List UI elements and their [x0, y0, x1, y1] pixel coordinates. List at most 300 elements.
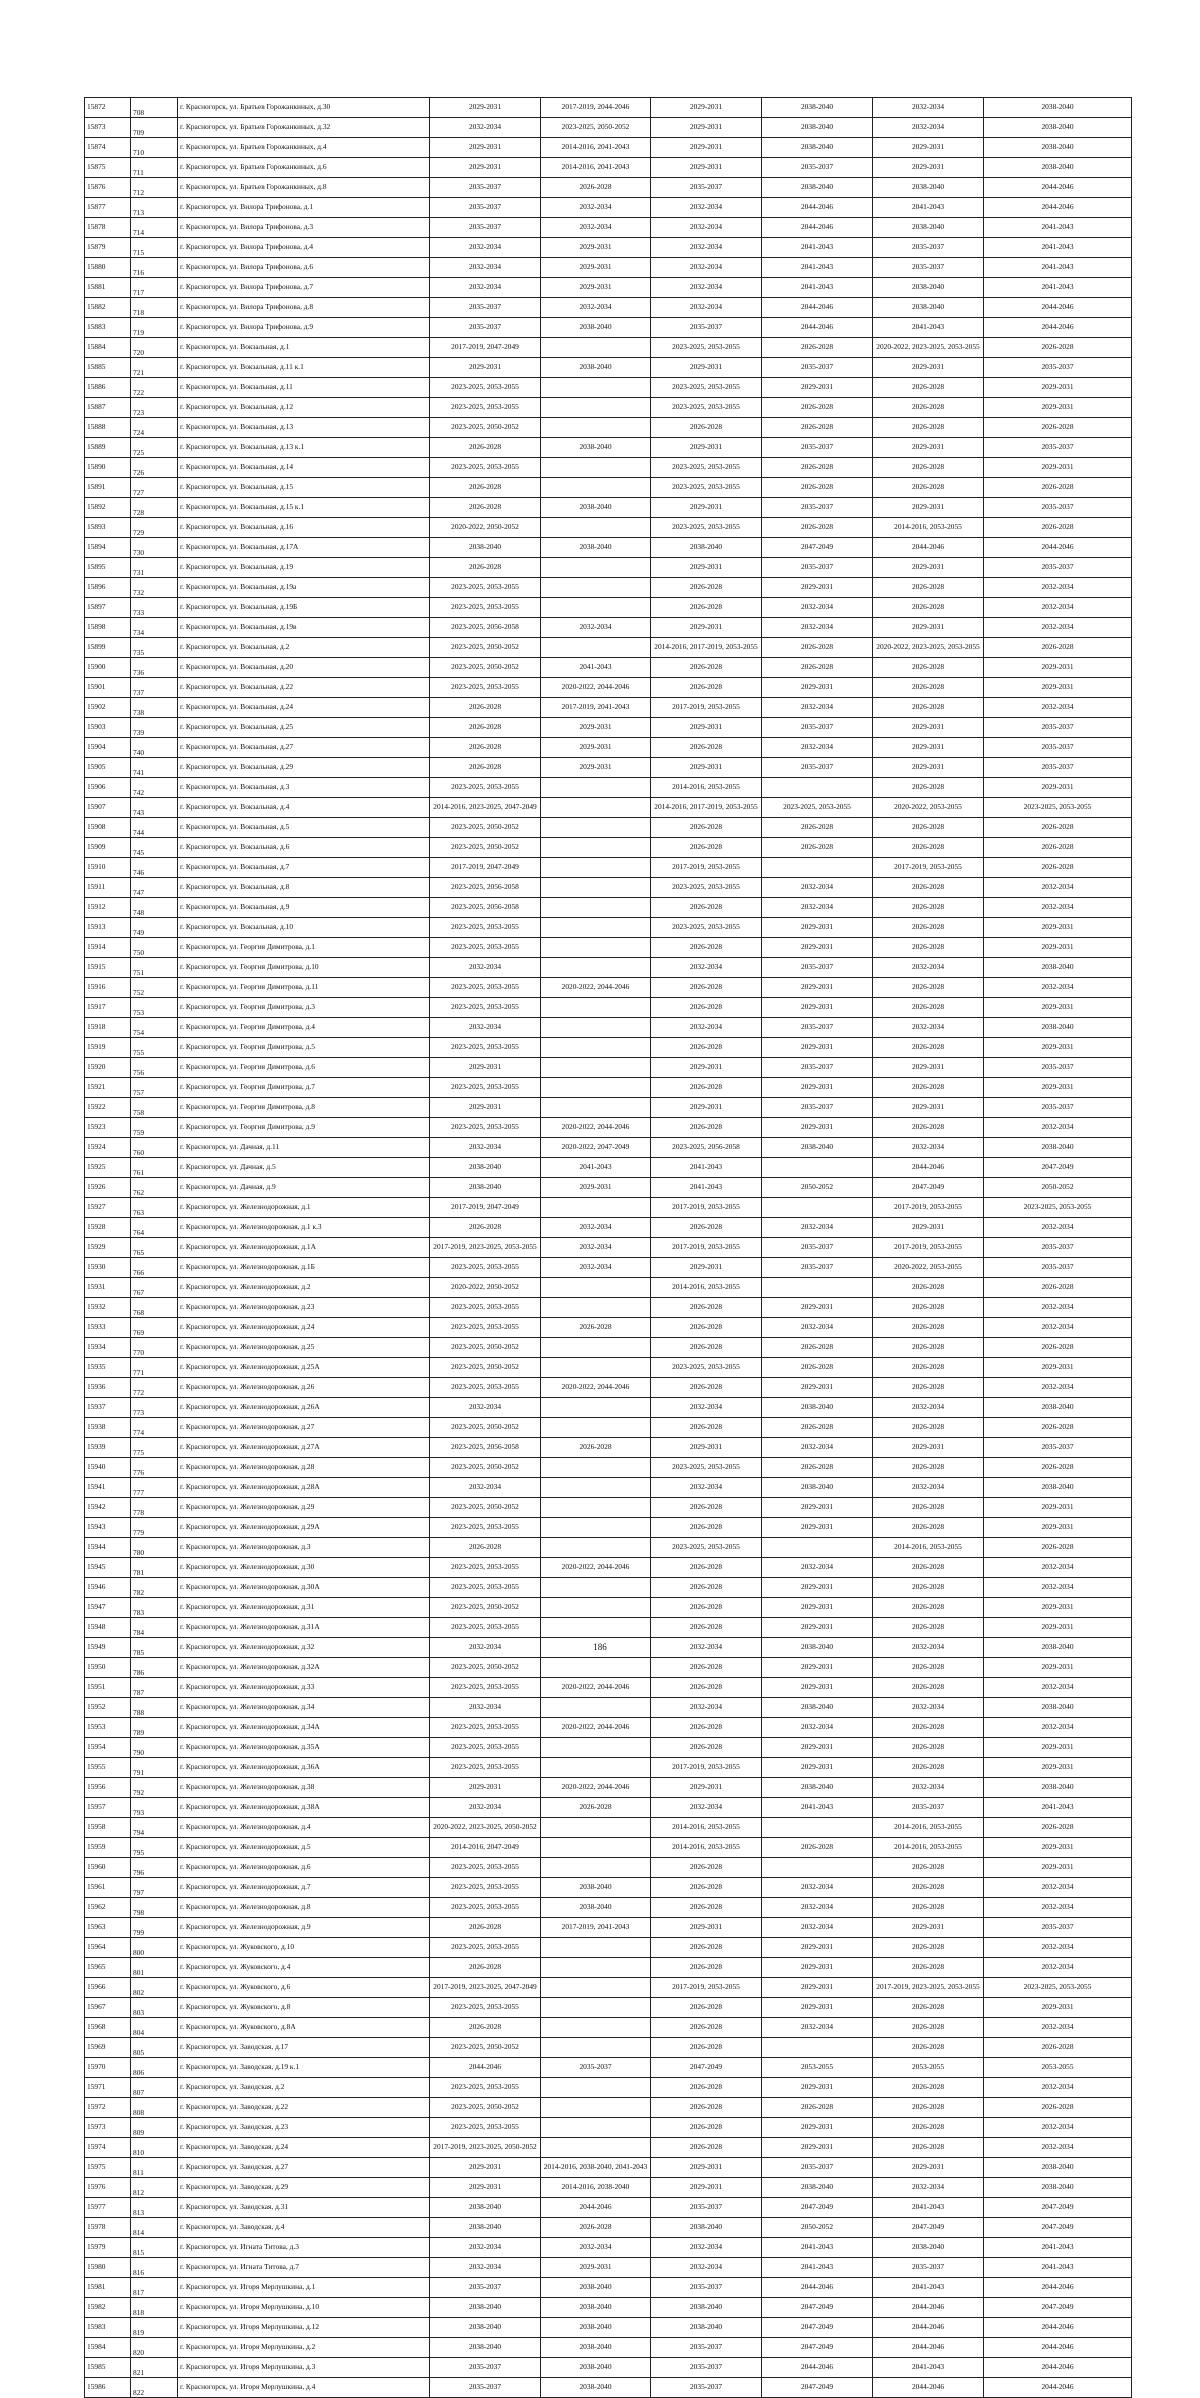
period-col-3: 2026-2028 [651, 1598, 762, 1618]
period-col-1: 2023-2025, 2056-2058 [430, 1438, 541, 1458]
period-col-5: 2026-2028 [873, 1418, 984, 1438]
period-col-5: 2014-2016, 2053-2055 [873, 1538, 984, 1558]
table-row [85, 2178, 1132, 2198]
period-col-1: 2026-2028 [430, 438, 541, 458]
list-number: 789 [131, 1718, 178, 1738]
period-col-4 [762, 1858, 873, 1878]
period-col-1: 2032-2034 [430, 2258, 541, 2278]
row-number: 15985 [85, 2358, 131, 2378]
period-col-4: 2032-2034 [762, 878, 873, 898]
period-col-6: 2032-2034 [984, 878, 1132, 898]
period-col-6: 2035-2037 [984, 1238, 1132, 1258]
period-col-2 [541, 1298, 651, 1318]
address-cell: г. Красногорск, ул. Георгия Димитрова, д.7 [178, 1078, 430, 1098]
table-row [85, 1578, 1132, 1598]
list-number: 761 [131, 1158, 178, 1178]
table-row [85, 1218, 1132, 1238]
address-cell: г. Красногорск, ул. Георгия Димитрова, д.3 [178, 998, 430, 1018]
list-number: 759 [131, 1118, 178, 1138]
table-row [85, 1258, 1132, 1278]
period-col-4: 2029-2031 [762, 1998, 873, 2018]
period-col-4: 2038-2040 [762, 178, 873, 198]
period-col-4: 2029-2031 [762, 1038, 873, 1058]
period-col-6: 2029-2031 [984, 678, 1132, 698]
row-number: 15885 [85, 358, 131, 378]
period-col-5: 2026-2028 [873, 398, 984, 418]
period-col-5: 2029-2031 [873, 558, 984, 578]
period-col-3: 2014-2016, 2053-2055 [651, 778, 762, 798]
period-col-1: 2038-2040 [430, 2298, 541, 2318]
period-col-1: 2032-2034 [430, 1398, 541, 1418]
period-col-6: 2032-2034 [984, 1378, 1132, 1398]
period-col-2 [541, 2078, 651, 2098]
row-number: 15902 [85, 698, 131, 718]
period-col-5: 2032-2034 [873, 98, 984, 118]
address-cell: г. Красногорск, ул. Георгия Димитрова, д.6 [178, 1058, 430, 1078]
period-col-4: 2029-2031 [762, 1078, 873, 1098]
row-number: 15958 [85, 1818, 131, 1838]
period-col-6: 2032-2034 [984, 2018, 1132, 2038]
list-number: 800 [131, 1938, 178, 1958]
row-number: 15882 [85, 298, 131, 318]
period-col-4: 2029-2031 [762, 998, 873, 1018]
address-cell: г. Красногорск, ул. Вокзальная, д.10 [178, 918, 430, 938]
period-col-1: 2038-2040 [430, 2338, 541, 2358]
period-col-1: 2035-2037 [430, 2378, 541, 2398]
period-col-1: 2017-2019, 2047-2049 [430, 338, 541, 358]
period-col-5: 2047-2049 [873, 2218, 984, 2238]
period-col-3: 2029-2031 [651, 1058, 762, 1078]
period-col-1: 2023-2025, 2053-2055 [430, 1998, 541, 2018]
address-cell: г. Красногорск, ул. Георгия Димитрова, д.5 [178, 1038, 430, 1058]
period-col-5: 2026-2028 [873, 1558, 984, 1578]
period-col-5: 2026-2028 [873, 918, 984, 938]
period-col-4: 2044-2046 [762, 218, 873, 238]
table-row [85, 2098, 1132, 2118]
period-col-5: 2026-2028 [873, 1618, 984, 1638]
table-row [85, 958, 1132, 978]
period-col-1: 2026-2028 [430, 1958, 541, 1978]
period-col-6: 2023-2025, 2053-2055 [984, 1978, 1132, 1998]
period-col-4: 2029-2031 [762, 1298, 873, 1318]
period-col-1: 2014-2016, 2047-2049 [430, 1838, 541, 1858]
row-number: 15930 [85, 1258, 131, 1278]
period-col-6: 2038-2040 [984, 1698, 1132, 1718]
period-col-4: 2029-2031 [762, 918, 873, 938]
period-col-2 [541, 1458, 651, 1478]
list-number: 737 [131, 678, 178, 698]
row-number: 15964 [85, 1938, 131, 1958]
period-col-1: 2026-2028 [430, 1218, 541, 1238]
period-col-3: 2026-2028 [651, 1998, 762, 2018]
period-col-3: 2032-2034 [651, 958, 762, 978]
period-col-5: 2026-2028 [873, 1378, 984, 1398]
period-col-5: 2032-2034 [873, 118, 984, 138]
period-col-6: 2026-2028 [984, 818, 1132, 838]
address-cell: г. Красногорск, ул. Вокзальная, д.14 [178, 458, 430, 478]
address-cell: г. Красногорск, ул. Заводская, д.4 [178, 2218, 430, 2238]
period-col-1: 2029-2031 [430, 1778, 541, 1798]
row-number: 15983 [85, 2318, 131, 2338]
period-col-1: 2020-2022, 2050-2052 [430, 518, 541, 538]
list-number: 745 [131, 838, 178, 858]
table-row [85, 1818, 1132, 1838]
period-col-5: 2026-2028 [873, 1498, 984, 1518]
period-col-2 [541, 998, 651, 1018]
period-col-6: 2044-2046 [984, 298, 1132, 318]
address-cell: г. Красногорск, ул. Вокзальная, д.25 [178, 718, 430, 738]
period-col-6: 2032-2034 [984, 1718, 1132, 1738]
period-col-2: 2035-2037 [541, 2058, 651, 2078]
list-number: 717 [131, 278, 178, 298]
period-col-2: 2017-2019, 2041-2043 [541, 698, 651, 718]
period-col-4: 2032-2034 [762, 698, 873, 718]
period-col-4 [762, 1818, 873, 1838]
list-number: 730 [131, 538, 178, 558]
list-number: 785 [131, 1638, 178, 1658]
period-col-3: 2029-2031 [651, 2158, 762, 2178]
period-col-2 [541, 338, 651, 358]
period-col-1: 2032-2034 [430, 1018, 541, 1038]
period-col-2 [541, 638, 651, 658]
period-col-5: 2035-2037 [873, 2258, 984, 2278]
address-cell: г. Красногорск, ул. Жуковского, д.4 [178, 1958, 430, 1978]
period-col-4: 2026-2028 [762, 1458, 873, 1478]
period-col-4: 2032-2034 [762, 618, 873, 638]
period-col-5: 2020-2022, 2023-2025, 2053-2055 [873, 638, 984, 658]
period-col-5: 2029-2031 [873, 738, 984, 758]
period-col-3: 2014-2016, 2017-2019, 2053-2055 [651, 798, 762, 818]
period-col-4: 2035-2037 [762, 758, 873, 778]
period-col-4 [762, 1278, 873, 1298]
list-number: 715 [131, 238, 178, 258]
table-row [85, 998, 1132, 1018]
period-col-3: 2014-2016, 2053-2055 [651, 1278, 762, 1298]
table-row [85, 538, 1132, 558]
period-col-4: 2032-2034 [762, 598, 873, 618]
list-number: 757 [131, 1078, 178, 1098]
period-col-2: 2038-2040 [541, 538, 651, 558]
period-col-5: 2026-2028 [873, 578, 984, 598]
period-col-3: 2026-2028 [651, 998, 762, 1018]
period-col-6: 2029-2031 [984, 1618, 1132, 1638]
period-col-6: 2041-2043 [984, 2238, 1132, 2258]
period-col-3: 2026-2028 [651, 1658, 762, 1678]
period-col-4: 2032-2034 [762, 738, 873, 758]
list-number: 790 [131, 1738, 178, 1758]
list-number: 729 [131, 518, 178, 538]
period-col-4: 2029-2031 [762, 1578, 873, 1598]
period-col-6: 2026-2028 [984, 1278, 1132, 1298]
period-col-4: 2029-2031 [762, 1678, 873, 1698]
table-row [85, 2198, 1132, 2218]
period-col-4: 2050-2052 [762, 1178, 873, 1198]
period-col-2 [541, 1098, 651, 1118]
table-row [85, 1558, 1132, 1578]
table-row [85, 1518, 1132, 1538]
table-row [85, 2018, 1132, 2038]
schedule-table [84, 97, 1132, 2398]
table-row [85, 2258, 1132, 2278]
period-col-3: 2026-2028 [651, 938, 762, 958]
period-col-1: 2038-2040 [430, 2198, 541, 2218]
row-number: 15923 [85, 1118, 131, 1138]
period-col-2: 2038-2040 [541, 498, 651, 518]
row-number: 15916 [85, 978, 131, 998]
address-cell: г. Красногорск, ул. Игоря Мерлушкина, д.4 [178, 2378, 430, 2398]
row-number: 15921 [85, 1078, 131, 1098]
period-col-6: 2032-2034 [984, 1678, 1132, 1698]
period-col-5: 2029-2031 [873, 2158, 984, 2178]
row-number: 15889 [85, 438, 131, 458]
period-col-3: 2032-2034 [651, 2258, 762, 2278]
period-col-2 [541, 1058, 651, 1078]
period-col-2 [541, 838, 651, 858]
row-number: 15932 [85, 1298, 131, 1318]
period-col-2 [541, 1418, 651, 1438]
list-number: 721 [131, 358, 178, 378]
table-row [85, 1378, 1132, 1398]
row-number: 15931 [85, 1278, 131, 1298]
period-col-3: 2035-2037 [651, 2358, 762, 2378]
period-col-1: 2023-2025, 2053-2055 [430, 1558, 541, 1578]
period-col-5: 2026-2028 [873, 2018, 984, 2038]
period-col-6: 2032-2034 [984, 698, 1132, 718]
period-col-2: 2038-2040 [541, 438, 651, 458]
address-cell: г. Красногорск, ул. Вокзальная, д.19в [178, 618, 430, 638]
period-col-4: 2029-2031 [762, 2118, 873, 2138]
table-row [85, 1618, 1132, 1638]
period-col-1: 2035-2037 [430, 218, 541, 238]
period-col-5: 2044-2046 [873, 1158, 984, 1178]
period-col-6: 2029-2031 [984, 1078, 1132, 1098]
table-row [85, 98, 1132, 118]
list-number: 710 [131, 138, 178, 158]
address-cell: г. Красногорск, ул. Железнодорожная, д.6 [178, 1858, 430, 1878]
period-col-4: 2032-2034 [762, 1318, 873, 1338]
period-col-1: 2035-2037 [430, 298, 541, 318]
row-number: 15875 [85, 158, 131, 178]
period-col-1: 2023-2025, 2053-2055 [430, 1898, 541, 1918]
row-number: 15913 [85, 918, 131, 938]
table-row [85, 1178, 1132, 1198]
period-col-6: 2032-2034 [984, 2118, 1132, 2138]
table-row [85, 1398, 1132, 1418]
period-col-2: 2020-2022, 2044-2046 [541, 678, 651, 698]
period-col-5: 2014-2016, 2053-2055 [873, 1818, 984, 1838]
period-col-2: 2032-2034 [541, 1258, 651, 1278]
period-col-6: 2032-2034 [984, 1318, 1132, 1338]
period-col-3: 2032-2034 [651, 1478, 762, 1498]
list-number: 744 [131, 818, 178, 838]
list-number: 813 [131, 2198, 178, 2218]
period-col-5: 2029-2031 [873, 718, 984, 738]
period-col-4: 2029-2031 [762, 1618, 873, 1638]
table-row [85, 778, 1132, 798]
period-col-2: 2020-2022, 2044-2046 [541, 1118, 651, 1138]
period-col-1: 2017-2019, 2047-2049 [430, 1198, 541, 1218]
address-cell: г. Красногорск, ул. Вилора Трифонова, д.6 [178, 258, 430, 278]
period-col-3: 2023-2025, 2053-2055 [651, 878, 762, 898]
list-number: 799 [131, 1918, 178, 1938]
period-col-2: 2032-2034 [541, 1238, 651, 1258]
address-cell: г. Красногорск, ул. Заводская, д.27 [178, 2158, 430, 2178]
row-number: 15927 [85, 1198, 131, 1218]
period-col-5: 2026-2028 [873, 778, 984, 798]
row-number: 15946 [85, 1578, 131, 1598]
period-col-1: 2023-2025, 2053-2055 [430, 1878, 541, 1898]
list-number: 818 [131, 2298, 178, 2318]
row-number: 15899 [85, 638, 131, 658]
period-col-1: 2023-2025, 2053-2055 [430, 1118, 541, 1138]
address-cell: г. Красногорск, ул. Игоря Мерлушкина, д.10 [178, 2298, 430, 2318]
period-col-2: 2014-2016, 2041-2043 [541, 138, 651, 158]
list-number: 793 [131, 1798, 178, 1818]
period-col-3: 2026-2028 [651, 598, 762, 618]
address-cell: г. Красногорск, ул. Железнодорожная, д.8 [178, 1898, 430, 1918]
period-col-2: 2029-2031 [541, 2258, 651, 2278]
schedule-table-body [85, 98, 1132, 2398]
period-col-6: 2044-2046 [984, 2338, 1132, 2358]
address-cell: г. Красногорск, ул. Георгия Димитрова, д.4 [178, 1018, 430, 1038]
list-number: 711 [131, 158, 178, 178]
table-row [85, 1658, 1132, 1678]
period-col-2: 2038-2040 [541, 318, 651, 338]
period-col-6: 2026-2028 [984, 478, 1132, 498]
period-col-4: 2023-2025, 2053-2055 [762, 798, 873, 818]
row-number: 15918 [85, 1018, 131, 1038]
period-col-2 [541, 378, 651, 398]
period-col-2 [541, 898, 651, 918]
period-col-1: 2038-2040 [430, 538, 541, 558]
period-col-2 [541, 1198, 651, 1218]
period-col-5: 2032-2034 [873, 2178, 984, 2198]
list-number: 772 [131, 1378, 178, 1398]
period-col-3: 2026-2028 [651, 1718, 762, 1738]
period-col-2 [541, 778, 651, 798]
period-col-3: 2026-2028 [651, 658, 762, 678]
table-row [85, 498, 1132, 518]
period-col-5: 2026-2028 [873, 2078, 984, 2098]
period-col-5: 2029-2031 [873, 498, 984, 518]
table-row [85, 2238, 1132, 2258]
list-number: 787 [131, 1678, 178, 1698]
address-cell: г. Красногорск, ул. Железнодорожная, д.26А [178, 1398, 430, 1418]
list-number: 731 [131, 558, 178, 578]
address-cell: г. Красногорск, ул. Железнодорожная, д.25А [178, 1358, 430, 1378]
period-col-4: 2035-2037 [762, 958, 873, 978]
period-col-6: 2038-2040 [984, 98, 1132, 118]
period-col-1: 2023-2025, 2050-2052 [430, 2038, 541, 2058]
period-col-2 [541, 798, 651, 818]
period-col-1: 2044-2046 [430, 2058, 541, 2078]
period-col-1: 2023-2025, 2053-2055 [430, 778, 541, 798]
period-col-3: 2017-2019, 2053-2055 [651, 1198, 762, 1218]
period-col-2 [541, 1518, 651, 1538]
table-row [85, 2298, 1132, 2318]
period-col-6: 2029-2031 [984, 1598, 1132, 1618]
row-number: 15980 [85, 2258, 131, 2278]
table-row [85, 138, 1132, 158]
period-col-2 [541, 1958, 651, 1978]
period-col-3: 2014-2016, 2053-2055 [651, 1818, 762, 1838]
address-cell: г. Красногорск, ул. Заводская, д.19 к.1 [178, 2058, 430, 2078]
row-number: 15929 [85, 1238, 131, 1258]
address-cell: г. Красногорск, ул. Жуковского, д.6 [178, 1978, 430, 1998]
period-col-1: 2017-2019, 2023-2025, 2053-2055 [430, 1238, 541, 1258]
address-cell: г. Красногорск, ул. Вокзальная, д.13 [178, 418, 430, 438]
row-number: 15893 [85, 518, 131, 538]
period-col-1: 2023-2025, 2053-2055 [430, 1718, 541, 1738]
table-row [85, 458, 1132, 478]
address-cell: г. Красногорск, ул. Железнодорожная, д.1Б [178, 1258, 430, 1278]
period-col-3: 2023-2025, 2053-2055 [651, 398, 762, 418]
period-col-5: 2026-2028 [873, 1318, 984, 1338]
period-col-1: 2026-2028 [430, 698, 541, 718]
address-cell: г. Красногорск, ул. Георгия Димитрова, д.9 [178, 1118, 430, 1138]
address-cell: г. Красногорск, ул. Железнодорожная, д.29А [178, 1518, 430, 1538]
period-col-1: 2023-2025, 2053-2055 [430, 1618, 541, 1638]
period-col-2: 2029-2031 [541, 1178, 651, 1198]
table-row [85, 978, 1132, 998]
period-col-2: 2038-2040 [541, 2298, 651, 2318]
table-row [85, 438, 1132, 458]
address-cell: г. Красногорск, ул. Заводская, д.23 [178, 2118, 430, 2138]
table-row [85, 1718, 1132, 1738]
period-col-5: 2026-2028 [873, 938, 984, 958]
row-number: 15878 [85, 218, 131, 238]
list-number: 778 [131, 1498, 178, 1518]
list-number: 816 [131, 2258, 178, 2278]
period-col-4: 2029-2031 [762, 378, 873, 398]
period-col-3: 2026-2028 [651, 578, 762, 598]
list-number: 811 [131, 2158, 178, 2178]
period-col-6: 2029-2031 [984, 1758, 1132, 1778]
period-col-3: 2023-2025, 2053-2055 [651, 518, 762, 538]
period-col-2: 2038-2040 [541, 2358, 651, 2378]
period-col-4: 2029-2031 [762, 978, 873, 998]
row-number: 15892 [85, 498, 131, 518]
address-cell: г. Красногорск, ул. Железнодорожная, д.38А [178, 1798, 430, 1818]
period-col-6: 2038-2040 [984, 1138, 1132, 1158]
period-col-5: 2032-2034 [873, 1698, 984, 1718]
page-number: 186 [593, 1642, 607, 1652]
period-col-6: 2029-2031 [984, 1038, 1132, 1058]
period-col-6: 2026-2028 [984, 638, 1132, 658]
list-number: 798 [131, 1898, 178, 1918]
period-col-5: 2026-2028 [873, 998, 984, 1018]
period-col-4: 2032-2034 [762, 1918, 873, 1938]
table-row [85, 698, 1132, 718]
period-col-4: 2041-2043 [762, 258, 873, 278]
period-col-1: 2023-2025, 2053-2055 [430, 1858, 541, 1878]
period-col-3: 2038-2040 [651, 538, 762, 558]
period-col-4: 2026-2028 [762, 1838, 873, 1858]
list-number: 746 [131, 858, 178, 878]
row-number: 15876 [85, 178, 131, 198]
list-number: 762 [131, 1178, 178, 1198]
period-col-3: 2017-2019, 2053-2055 [651, 1758, 762, 1778]
period-col-2: 2032-2034 [541, 198, 651, 218]
period-col-3: 2026-2028 [651, 1938, 762, 1958]
row-number: 15949 [85, 1638, 131, 1658]
period-col-5: 2029-2031 [873, 1218, 984, 1238]
period-col-1: 2029-2031 [430, 2178, 541, 2198]
period-col-2: 2026-2028 [541, 2218, 651, 2238]
period-col-2 [541, 1978, 651, 1998]
address-cell: г. Красногорск, ул. Братьев Горожанкиных, д.6 [178, 158, 430, 178]
row-number: 15922 [85, 1098, 131, 1118]
